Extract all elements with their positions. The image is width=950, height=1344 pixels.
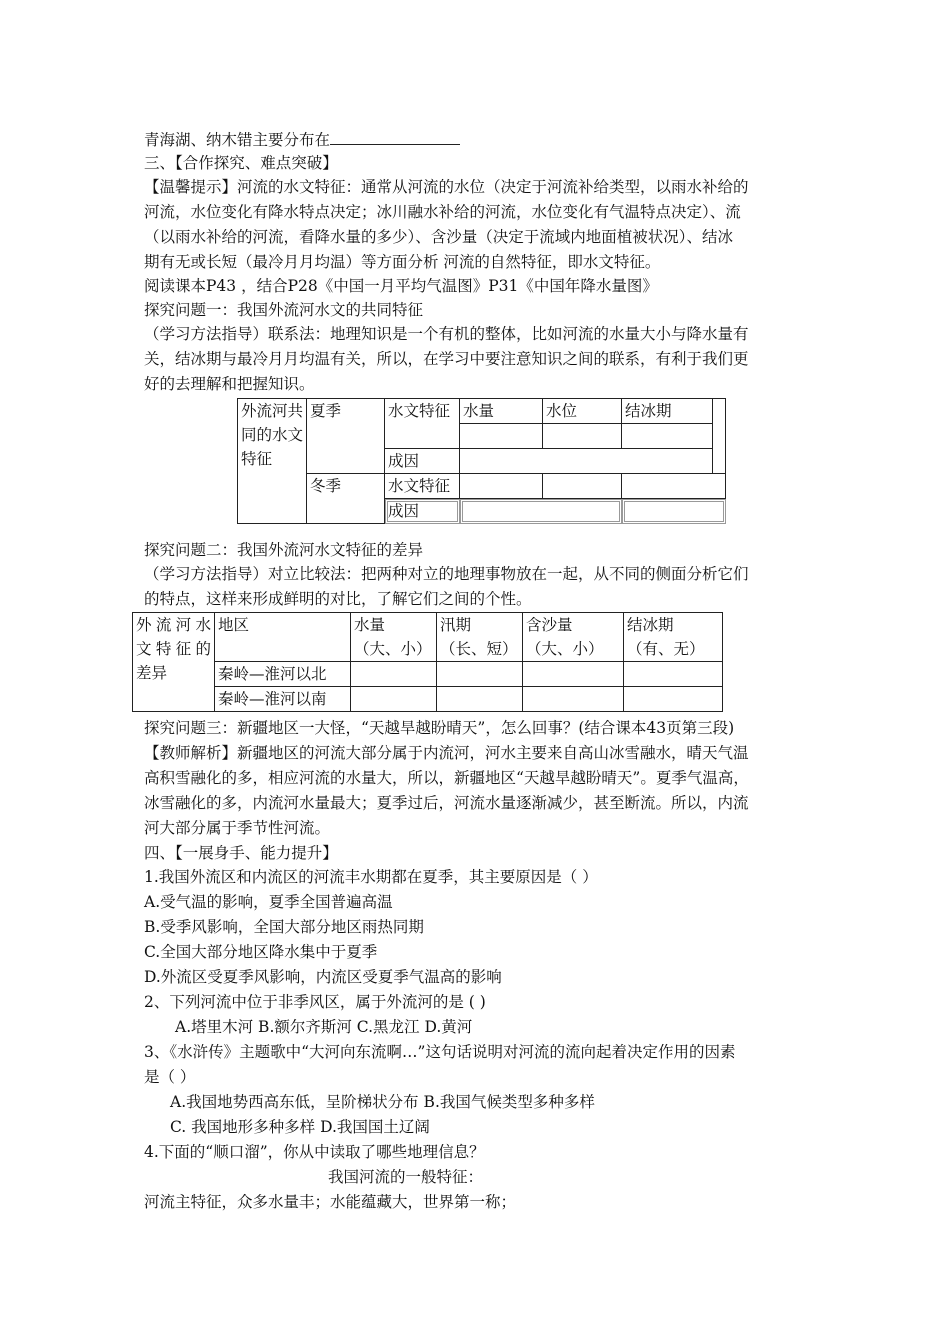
- answer-cell[interactable]: [523, 662, 624, 687]
- text-line: 冰雪融化的多，内流河水量最大；夏季过后，河流水量逐渐减少，甚至断流。所以，内流: [144, 794, 749, 812]
- section-heading: 四、【一展身手、能力提升】: [144, 844, 338, 862]
- answer-cell[interactable]: [437, 662, 523, 687]
- text-line: 阅读课本P43 ，结合P28《中国一月平均气温图》P31《中国年降水量图》: [144, 277, 658, 295]
- answer-cell[interactable]: [460, 449, 713, 474]
- answer-cell[interactable]: [523, 687, 624, 712]
- text-line: 的特点，这样来形成鲜明的对比，了解它们之间的个性。: [144, 590, 532, 608]
- col-flood-header: 汛期 （长、短）: [437, 613, 523, 662]
- answer-blank[interactable]: [330, 128, 460, 145]
- rhyme-line: 河流主特征，众多水量丰；水能蕴藏大，世界第一称；: [144, 1193, 517, 1211]
- col-level-header: 水位: [543, 399, 622, 424]
- south-region-cell: 秦岭—淮河以南: [215, 687, 351, 712]
- cause-label-cell: 成因: [385, 449, 460, 474]
- cause-label-cell: 成因: [385, 499, 460, 524]
- text-line: 【教师解析】新疆地区的河流大部分属于内流河，河水主要来自高山冰雪融水，晴天气温: [144, 744, 749, 762]
- answer-cell[interactable]: [624, 687, 723, 712]
- hydro-label-cell: 水文特征: [385, 474, 460, 499]
- line-text: 青海湖、纳木错主要分布在: [144, 131, 331, 149]
- text-line: 高积雪融化的多，相应河流的水量大，所以，新疆地区“天越旱越盼晴天”。夏季气温高，: [144, 769, 749, 787]
- question-1: 1.我国外流区和内流区的河流丰水期都在夏季，其主要原因是（ ）: [144, 868, 598, 886]
- text-line: （以雨水补给的河流，看降水量的多少）、含沙量（决定于流域内地面植被状况）、结冰: [144, 228, 734, 246]
- question-2: 2、下列河流中位于非季风区，属于外流河的是 ( ): [144, 993, 486, 1011]
- row-header-cell: 外流河共同的水文特征: [238, 399, 307, 524]
- text-line: 河大部分属于季节性河流。: [144, 819, 331, 837]
- summer-cell: 夏季: [307, 399, 385, 474]
- answer-cell[interactable]: [437, 687, 523, 712]
- question-4: 4.下面的“顺口溜”，你从中读取了哪些地理信息？: [144, 1143, 485, 1161]
- row-header-cell: 外流河水文特征的差异: [133, 613, 215, 712]
- question-3-options-row2[interactable]: C. 我国地形多种多样 D.我国国土辽阔: [170, 1118, 430, 1136]
- text-line: 期有无或长短（最冷月月均温）等方面分析 河流的自然特征，即水文特征。: [144, 253, 661, 271]
- col-volume-header: 水量: [460, 399, 543, 424]
- option-d[interactable]: D.外流区受夏季风影响，内流区受夏季气温高的影响: [144, 968, 502, 986]
- question-3: 3、《水浒传》主题歌中“大河向东流啊…”这句话说明对河流的流向起着决定作用的因素: [144, 1043, 736, 1061]
- text-line: 是（ ）: [144, 1068, 196, 1086]
- answer-cell[interactable]: [460, 499, 622, 524]
- answer-cell[interactable]: [351, 662, 437, 687]
- section-heading: 三、【合作探究、难点突破】: [144, 154, 338, 172]
- answer-cell[interactable]: [622, 474, 726, 499]
- text-line: 河流，水位变化有降水特点决定；冰川融水补给的河流，水位变化有气温特点决定）、流: [144, 203, 741, 221]
- col-volume-header: 水量 （大、小）: [351, 613, 437, 662]
- text-line: 好的去理解和把握知识。: [144, 375, 315, 393]
- col-sediment-header: 含沙量 （大、小）: [523, 613, 624, 662]
- text-line: （学习方法指导）对立比较法：把两种对立的地理事物放在一起，从不同的侧面分析它们: [144, 565, 749, 583]
- option-c[interactable]: C.全国大部分地区降水集中于夏季: [144, 943, 378, 961]
- north-region-cell: 秦岭—淮河以北: [215, 662, 351, 687]
- empty-cell: [713, 399, 726, 474]
- winter-cell: 冬季: [307, 474, 385, 524]
- col-freeze-header: 结冰期: [622, 399, 713, 424]
- text-line: （学习方法指导）联系法：地理知识是一个有机的整体，比如河流的水量大小与降水量有: [144, 325, 749, 343]
- question-heading: 探究问题三：新疆地区一大怪，“天越旱越盼晴天”，怎么回事？(结合课本43页第三段): [144, 719, 735, 737]
- question-heading: 探究问题二：我国外流河水文特征的差异: [144, 541, 424, 559]
- question-heading: 探究问题一：我国外流河水文的共同特征: [144, 301, 424, 319]
- col-freeze-header: 结冰期 （有、无）: [624, 613, 723, 662]
- rhyme-title: 我国河流的一般特征：: [328, 1168, 484, 1186]
- answer-cell[interactable]: [543, 474, 622, 499]
- answer-cell[interactable]: [622, 424, 713, 449]
- answer-cell[interactable]: [460, 424, 543, 449]
- col-region-header: 地区: [215, 613, 351, 662]
- question-3-options-row1[interactable]: A.我国地势西高东低，呈阶梯状分布 B.我国气候类型多种多样: [170, 1093, 595, 1111]
- answer-cell[interactable]: [543, 424, 622, 449]
- answer-cell[interactable]: [624, 662, 723, 687]
- answer-cell[interactable]: [460, 474, 543, 499]
- text-line: 关，结冰期与最冷月月均温有关，所以，在学习中要注意知识之间的联系，有利于我们更: [144, 350, 749, 368]
- question-2-options[interactable]: A.塔里木河 B.额尔齐斯河 C.黑龙江 D.黄河: [175, 1018, 473, 1036]
- text-line: [144, 128, 460, 151]
- answer-cell[interactable]: [622, 499, 726, 524]
- text-line: 【温馨提示】河流的水文特征：通常从河流的水位（决定于河流补给类型，以雨水补给的: [144, 178, 749, 196]
- answer-cell[interactable]: [351, 687, 437, 712]
- option-b[interactable]: B.受季风影响，全国大部分地区雨热同期: [144, 918, 424, 936]
- difference-table: [132, 612, 723, 712]
- option-a[interactable]: A.受气温的影响，夏季全国普遍高温: [144, 893, 393, 911]
- hydro-label-cell: 水文特征: [385, 399, 460, 449]
- common-features-table: [237, 398, 726, 524]
